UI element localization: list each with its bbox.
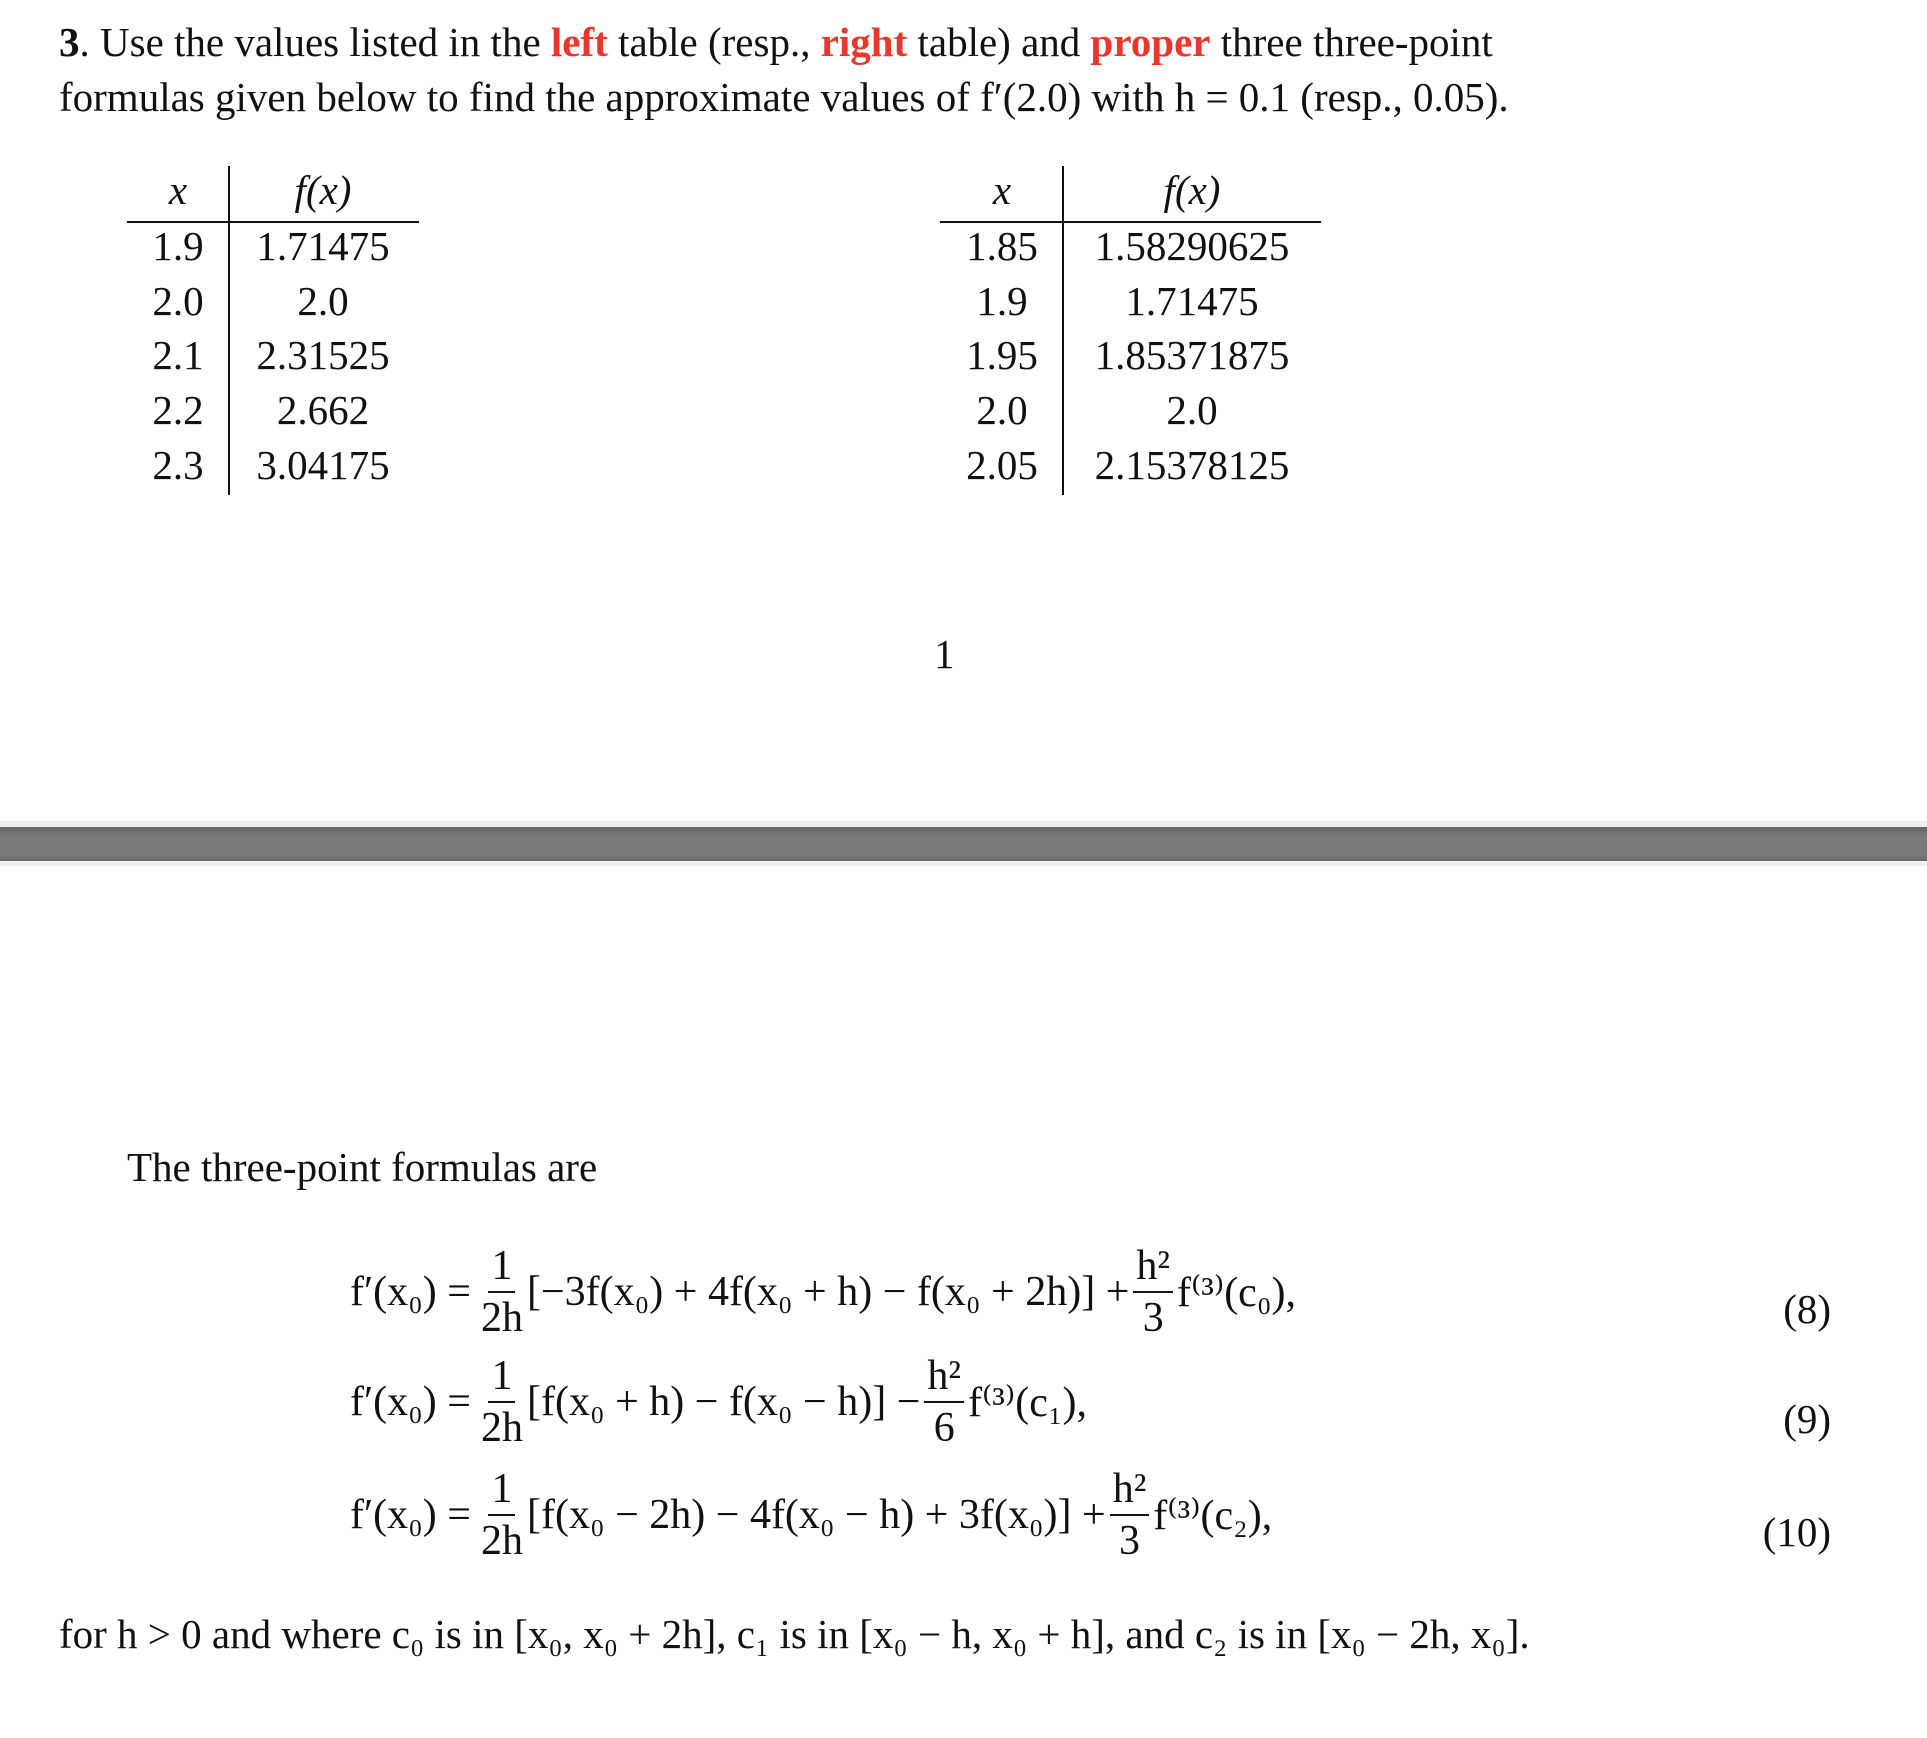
table-cell-fx: 1.71475	[1125, 277, 1259, 324]
table-cell-x: 1.9	[152, 223, 204, 269]
header-fx: f(x)	[1163, 167, 1221, 213]
equation-tail: f⁽³⁾(c₁),	[968, 1380, 1087, 1426]
left-keyword: left	[550, 19, 608, 65]
equation-lhs: f′(x₀) =	[350, 1269, 471, 1315]
table-cell-fx: 2.31525	[256, 332, 390, 379]
table-cell-fx: 2.15378125	[1094, 441, 1290, 488]
table-divider	[1062, 166, 1064, 495]
table-cell-x: 2.05	[966, 441, 1038, 488]
page-divider	[0, 827, 1927, 861]
table-cell-x: 1.85	[966, 223, 1038, 269]
equation-2	[350, 1468, 1272, 1562]
error-coefficient: $\frac{\text{h²}}{3}$	[1133, 1245, 1173, 1339]
equation-number: (8)	[1783, 1286, 1831, 1332]
equation-body: [f(x₀ − 2h) − 4f(x₀ − h) + 3f(x₀)] +	[526, 1492, 1106, 1538]
equation-lhs: f′(x₀) =	[350, 1492, 471, 1538]
page-number: 1	[934, 631, 955, 677]
problem-text: table) and	[907, 19, 1091, 65]
table-cell-x: 2.1	[152, 332, 204, 379]
equation-body: [f(x₀ + h) − f(x₀ − h)] −	[526, 1379, 921, 1425]
equation-0	[350, 1245, 1296, 1339]
table-cell-x: 2.0	[152, 277, 204, 324]
formulas-intro: The three-point formulas are	[127, 1144, 598, 1190]
problem-text: . Use the values listed in the	[79, 19, 551, 65]
equation-tail: f⁽³⁾(c₀),	[1176, 1270, 1296, 1316]
fraction: $\frac{1}{2h}$	[480, 1353, 523, 1451]
table-cell-x: 2.3	[152, 441, 204, 488]
problem-text: three three-point	[1210, 19, 1493, 65]
equation-number: (10)	[1762, 1509, 1831, 1555]
equation-1	[350, 1355, 1087, 1449]
page-gap-bottom	[0, 861, 1927, 866]
table-divider	[228, 166, 230, 495]
conditions-text: for h > 0 and where c₀ is in [x₀, x₀ + 2h], c₁ is in [x₀ − h, x₀ + h], and c₂ is in [x₀ − 2h, x₀].	[59, 1611, 1530, 1657]
equation-lhs: f′(x₀) =	[350, 1379, 471, 1425]
header-x: x	[992, 167, 1012, 213]
table-cell-x: 1.95	[966, 332, 1038, 379]
table-cell-fx: 3.04175	[256, 441, 390, 488]
table-cell-x: 2.2	[152, 387, 204, 434]
table-cell-fx: 1.71475	[256, 223, 390, 269]
header-fx: f(x)	[294, 167, 352, 213]
problem-text: table (resp.,	[607, 19, 821, 65]
table-cell-fx: 2.0	[297, 277, 349, 324]
table-cell-fx: 2.0	[1166, 387, 1218, 434]
equation-body: [−3f(x₀) + 4f(x₀ + h) − f(x₀ + 2h)] +	[526, 1269, 1130, 1315]
error-coefficient: $\frac{\text{h²}}{6}$	[924, 1355, 964, 1449]
table-cell-fx: 1.58290625	[1094, 223, 1290, 269]
problem-line-2: formulas given below to find the approximate values of f′(2.0) with h = 0.1 (resp., 0.05).	[59, 74, 1509, 120]
proper-keyword: proper	[1090, 19, 1211, 65]
table-cell-fx: 2.662	[276, 387, 370, 434]
fraction: $\frac{1}{2h}$	[480, 1243, 523, 1341]
equation-tail: f⁽³⁾(c₂),	[1153, 1493, 1273, 1539]
equation-number: (9)	[1783, 1396, 1831, 1442]
header-x: x	[168, 167, 188, 213]
table-cell-x: 1.9	[976, 277, 1028, 324]
error-coefficient: $\frac{\text{h²}}{3}$	[1110, 1468, 1150, 1562]
table-cell-fx: 1.85371875	[1094, 332, 1290, 379]
problem-number: 3	[59, 19, 80, 65]
right-keyword: right	[820, 19, 908, 65]
table-cell-x: 2.0	[976, 387, 1028, 434]
problem-line-1	[59, 18, 1493, 66]
fraction: $\frac{1}{2h}$	[480, 1466, 523, 1564]
